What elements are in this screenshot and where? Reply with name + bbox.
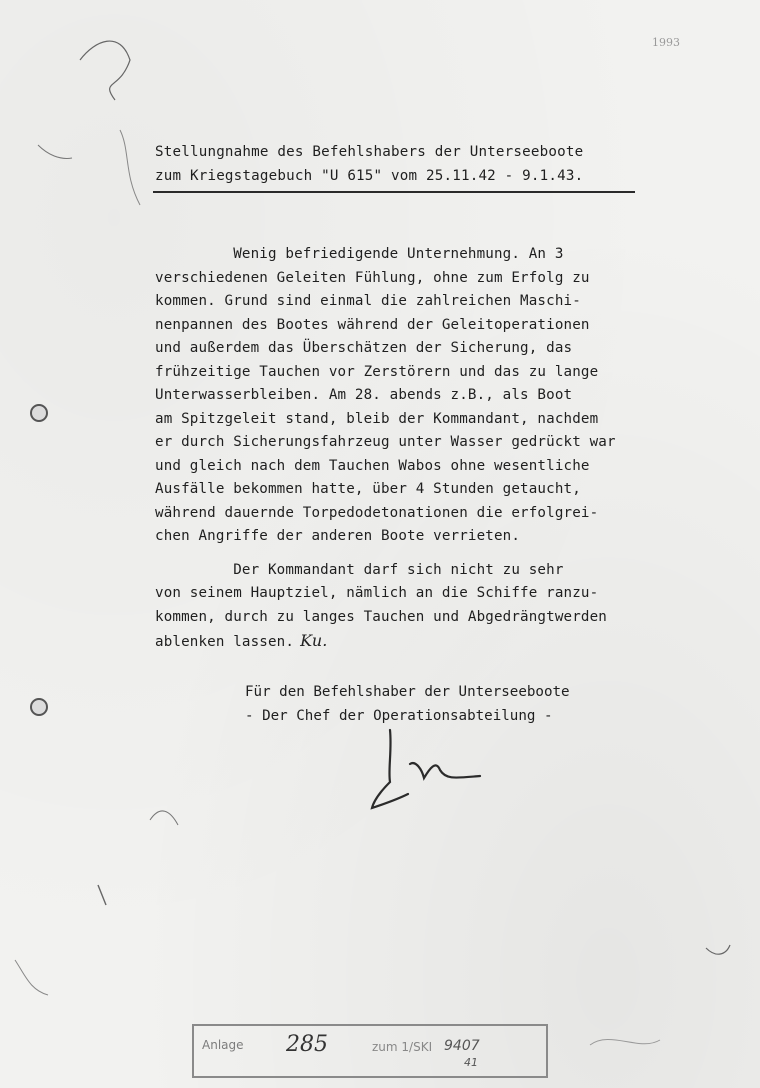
page-number: 1993 bbox=[652, 36, 680, 49]
body-line: Ausfälle bekommen hatte, über 4 Stunden getaucht, bbox=[155, 481, 581, 497]
handwritten-signature bbox=[360, 720, 500, 820]
document-heading bbox=[155, 140, 635, 188]
body-line: nenpannen des Bootes während der Geleitoperationen bbox=[155, 316, 590, 333]
body-line: kommen, durch zu langes Tauchen und Abgedrängtwerden bbox=[155, 608, 607, 625]
body-line-last bbox=[155, 629, 665, 653]
body-line: und gleich nach dem Tauchen Wabos ohne wesentliche bbox=[155, 457, 590, 474]
handwritten-initials: Ku. bbox=[300, 631, 328, 650]
body-line: Wenig befriedigende Unternehmung. An 3 bbox=[155, 246, 564, 262]
body-line-text: ablenken lassen. bbox=[155, 634, 295, 650]
body-line: Unterwasserbleiben. Am 28. abends z.B., als Boot bbox=[155, 387, 573, 403]
body-line: und außerdem das Überschätzen der Sicherung, das bbox=[155, 340, 573, 356]
document-body bbox=[155, 243, 665, 653]
stamp-reference: zum 1/SKI bbox=[372, 1040, 433, 1054]
heading-line-1: Stellungnahme des Befehlshabers der Unterseeboote bbox=[155, 144, 584, 160]
punch-hole-top bbox=[30, 404, 48, 422]
body-line: kommen. Grund sind einmal die zahlreichen Maschi- bbox=[155, 293, 581, 309]
body-line: während dauernde Torpedodetonationen die erfolgrei- bbox=[155, 504, 599, 521]
body-line: er durch Sicherungsfahrzeug unter Wasser gedrückt war bbox=[155, 434, 616, 450]
stamp-label: Anlage bbox=[202, 1038, 244, 1052]
closing-line-1: Für den Befehlshaber der Unterseeboote bbox=[245, 684, 570, 700]
body-line: frühzeitige Tauchen vor Zerstörern und das zu lange bbox=[155, 363, 599, 380]
body-line: von seinem Hauptziel, nämlich an die Schiffe ranzu- bbox=[155, 585, 599, 601]
punch-hole-bottom bbox=[30, 698, 48, 716]
heading-line-2: zum Kriegstagebuch "U 615" vom 25.11.42 - 9.1.43. bbox=[155, 168, 584, 184]
paragraph-2 bbox=[155, 559, 665, 653]
body-line: am Spitzgeleit stand, bleib der Kommandant, nachdem bbox=[155, 410, 599, 427]
archive-stamp bbox=[192, 1024, 548, 1078]
stamp-handwritten-ref: 9407 bbox=[444, 1038, 480, 1054]
stamp-number: 285 bbox=[286, 1032, 328, 1057]
body-line: Der Kommandant darf sich nicht zu sehr bbox=[155, 561, 564, 578]
closing-line-2: - Der Chef der Operationsabteilung - bbox=[245, 708, 553, 724]
heading-underline bbox=[153, 191, 635, 193]
body-line: verschiedenen Geleiten Fühlung, ohne zum Erfolg zu bbox=[155, 269, 590, 286]
paragraph-1 bbox=[155, 243, 665, 549]
body-line: chen Angriffe der anderen Boote verrieten. bbox=[155, 528, 521, 544]
stamp-handwritten-sub: 41 bbox=[464, 1056, 478, 1069]
